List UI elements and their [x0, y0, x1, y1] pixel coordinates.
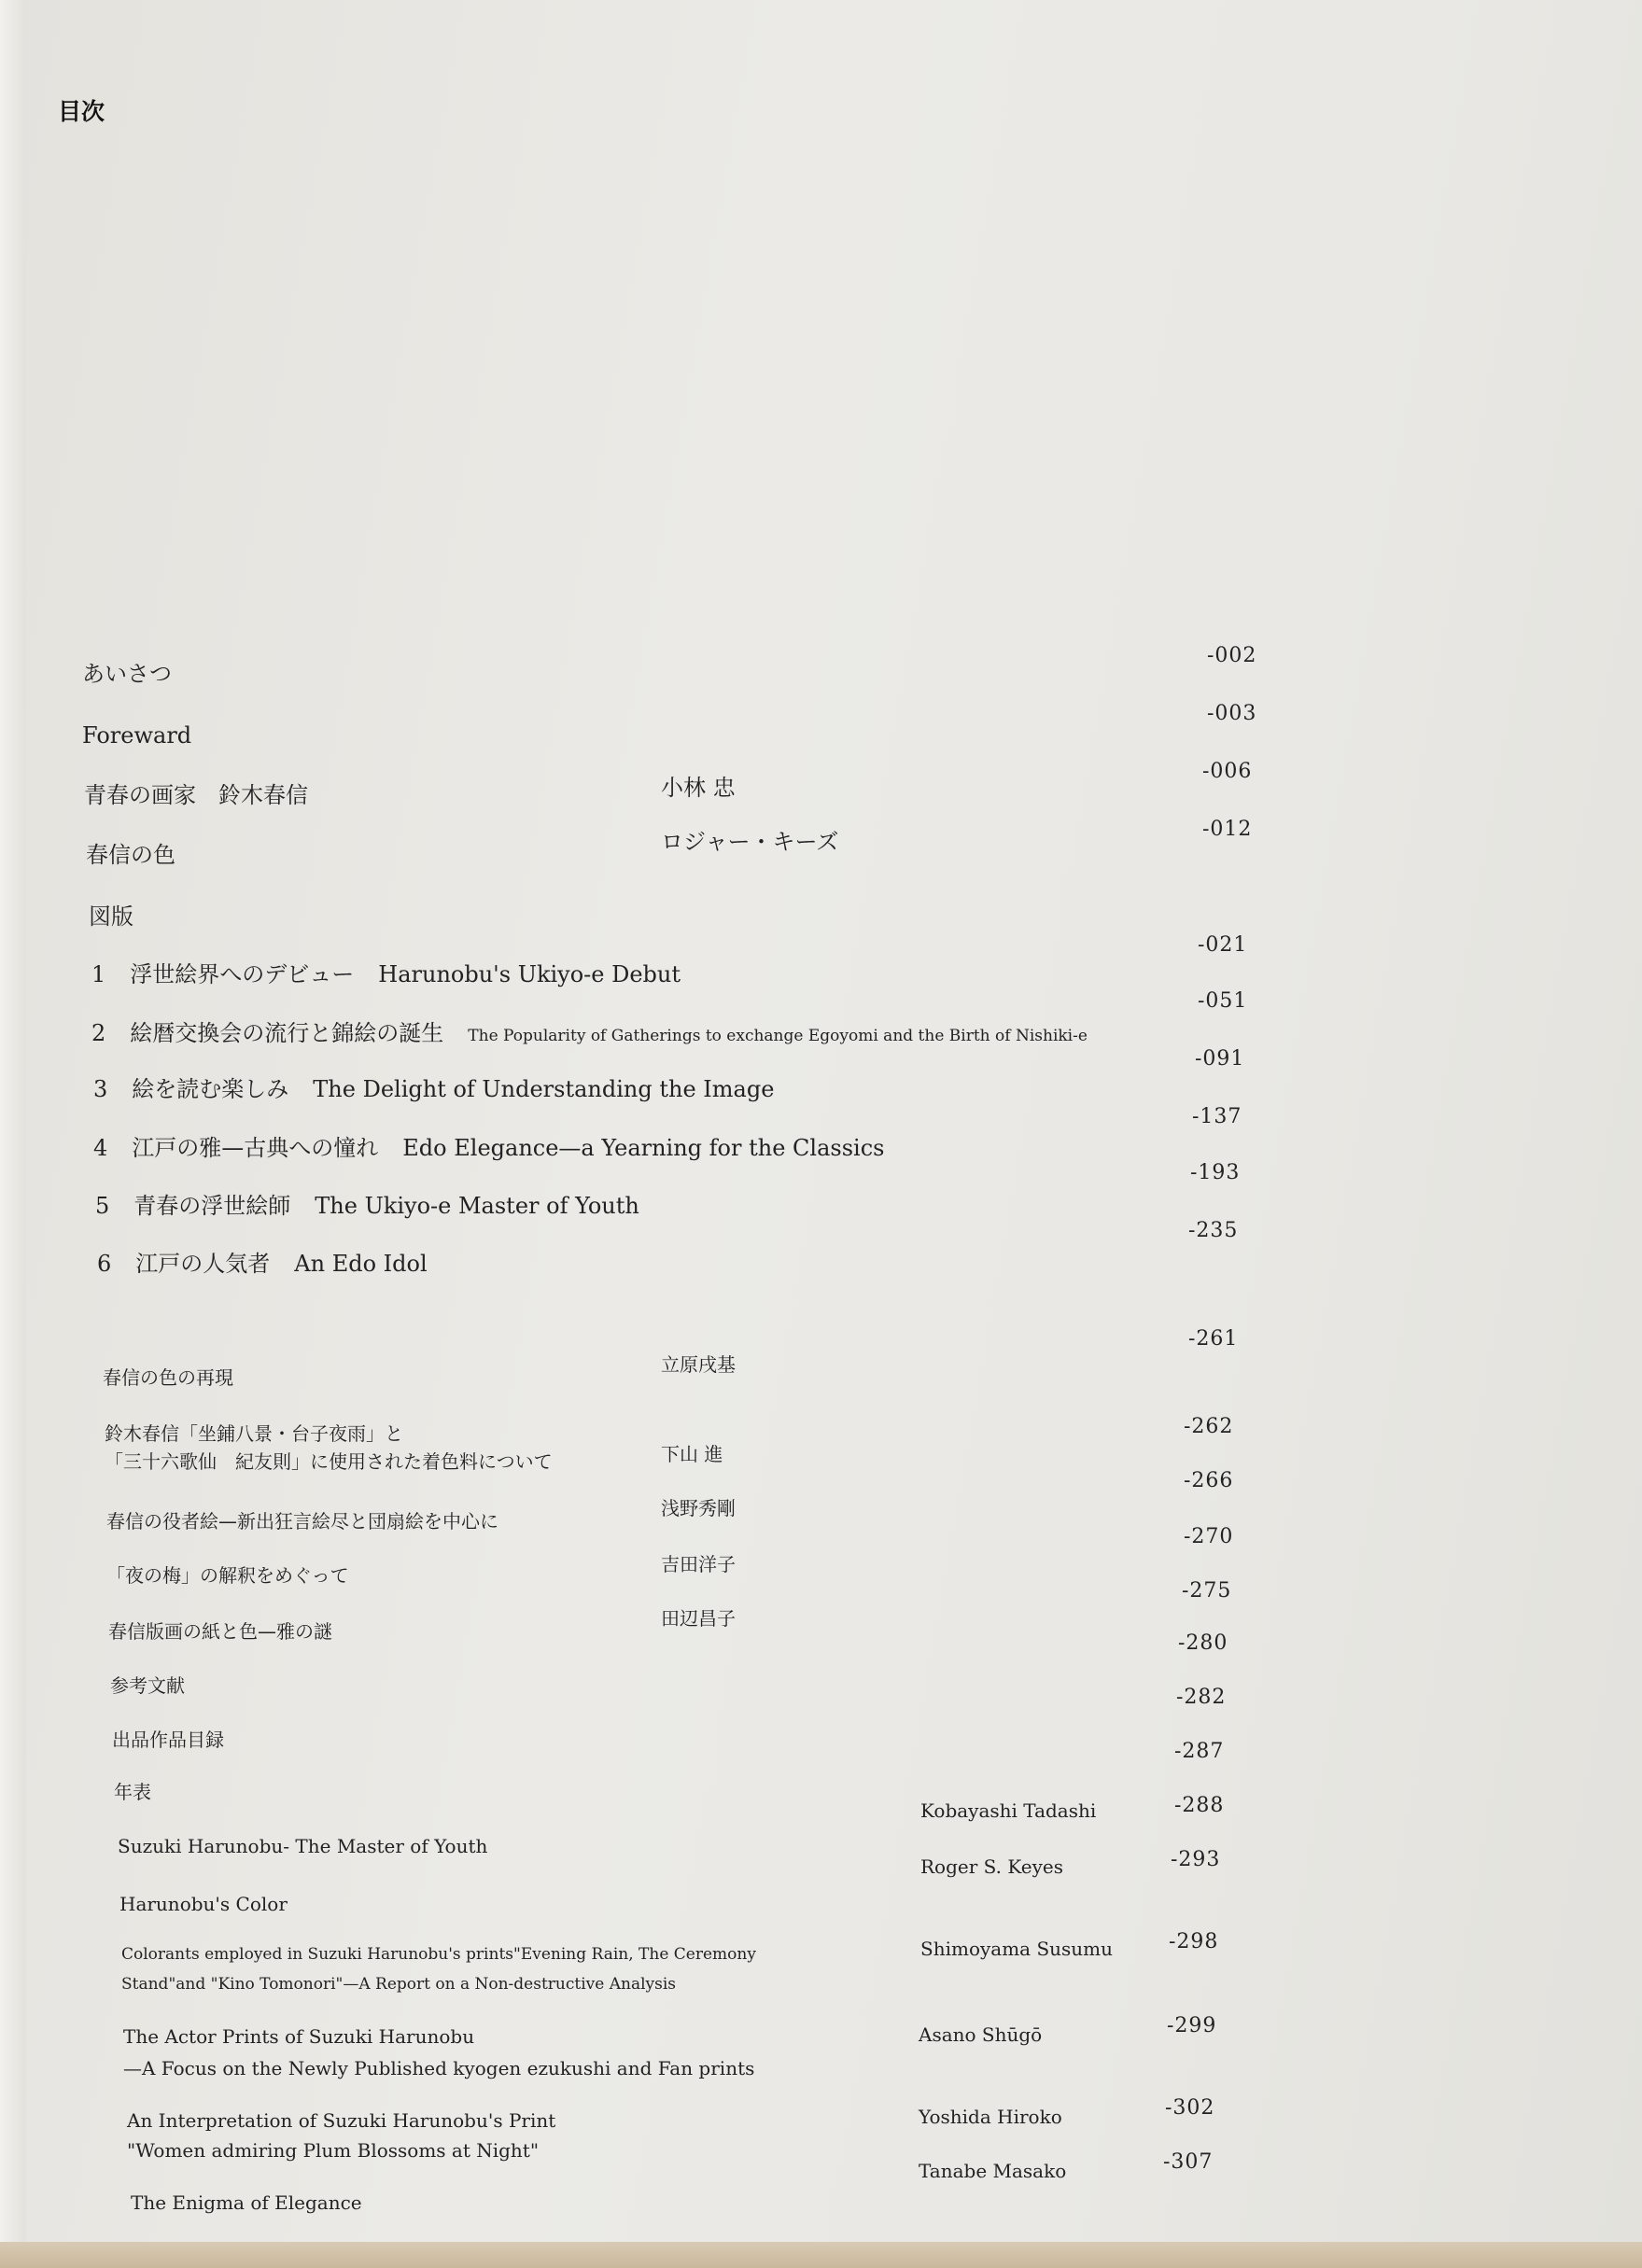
toc-author-s2: 下山 進: [661, 1443, 723, 1465]
plate-title-jp: 青春の浮世絵師: [133, 1193, 291, 1219]
plate-title-en: An Edo Idol: [294, 1251, 428, 1277]
toc-title-s2-line1: 鈴木春信「坐鋪八景・台子夜雨」と: [105, 1422, 403, 1445]
toc-page-plates6: -235: [1188, 1219, 1239, 1242]
toc-title-n4-line2: —A Focus on the Newly Published kyogen ezukushi and Fan prints: [123, 2057, 755, 2079]
toc-plates-row: [93, 1135, 884, 1162]
toc-title-s5: 春信版画の紙と色—雅の謎: [108, 1620, 332, 1643]
toc-author-n6: Tanabe Masako: [919, 2160, 1067, 2182]
toc-page-essay2: -012: [1202, 818, 1253, 841]
toc-title-foreward: Foreward: [82, 722, 192, 749]
toc-title-n1: Suzuki Harunobu- The Master of Youth: [118, 1835, 488, 1857]
toc-author-s4: 吉田洋子: [661, 1553, 736, 1575]
plate-title-en: Harunobu's Ukiyo-e Debut: [378, 961, 681, 987]
plate-number: 6: [97, 1251, 112, 1277]
toc-author-essay1: 小林 忠: [661, 775, 736, 801]
plate-title-jp: 江戸の人気者: [135, 1251, 271, 1277]
toc-title-n5-line2: "Women admiring Plum Blossoms at Night": [127, 2139, 540, 2162]
toc-page-plates2: -051: [1198, 989, 1248, 1013]
toc-title-s3: 春信の役者絵—新出狂言絵尽と団扇絵を中心に: [106, 1510, 498, 1533]
toc-page-s1: -261: [1188, 1327, 1239, 1351]
toc-page-s5: -275: [1182, 1579, 1232, 1603]
toc-page-s6: -280: [1178, 1631, 1228, 1655]
toc-title-n6: The Enigma of Elegance: [131, 2191, 362, 2214]
plate-number: 1: [91, 961, 106, 987]
toc-title-n3-line1: Colorants employed in Suzuki Harunobu's prints"Evening Rain, The Ceremony: [121, 1945, 756, 1964]
plate-number: 4: [93, 1135, 108, 1161]
plate-number: 2: [91, 1020, 106, 1046]
toc-author-essay2: ロジャー・キーズ: [661, 829, 839, 855]
toc-page-n3: -298: [1169, 1930, 1219, 1953]
page-heading: 目次: [58, 98, 105, 125]
toc-title-s2-line2: 「三十六歌仙 紀友則」に使用された着色料について: [105, 1450, 553, 1473]
toc-title-s1: 春信の色の再現: [103, 1366, 233, 1389]
toc-page-n4: -299: [1167, 2014, 1217, 2037]
toc-plates-row: [95, 1193, 639, 1220]
plate-title-en: The Popularity of Gatherings to exchange Egoyomi and the Birth of Nishiki-e: [468, 1027, 1088, 1045]
toc-page-plates3: -091: [1195, 1047, 1245, 1071]
toc-plates-row: [97, 1251, 428, 1278]
plate-title-jp: 浮世絵界へのデビュー: [130, 961, 355, 987]
page-gutter-shade: [0, 0, 26, 2268]
toc-author-n1: Kobayashi Tadashi: [920, 1799, 1097, 1822]
toc-author-n5: Yoshida Hiroko: [919, 2106, 1062, 2128]
toc-page-essay1: -006: [1202, 760, 1253, 783]
toc-author-n4: Asano Shūgō: [919, 2023, 1043, 2046]
toc-author-s1: 立原戌基: [661, 1353, 736, 1376]
plate-number: 5: [95, 1193, 110, 1219]
toc-title-n5-line1: An Interpretation of Suzuki Harunobu's Print: [127, 2109, 556, 2132]
toc-title-s8: 年表: [114, 1781, 151, 1803]
toc-author-n2: Roger S. Keyes: [920, 1855, 1063, 1878]
toc-plates-row: [93, 1076, 774, 1103]
toc-plates-row: [91, 961, 681, 988]
plate-title-jp: 江戸の雅—古典への憧れ: [132, 1135, 379, 1161]
toc-page-s4: -270: [1184, 1525, 1234, 1548]
table-surface-strip: [0, 2242, 1642, 2268]
plate-title-jp: 絵を読む楽しみ: [132, 1076, 289, 1102]
toc-author-n3: Shimoyama Susumu: [920, 1938, 1114, 1960]
toc-title-s6: 参考文献: [110, 1674, 185, 1697]
toc-title-n3-line2: Stand"and "Kino Tomonori"—A Report on a Non-destructive Analysis: [121, 1975, 677, 1994]
toc-page-plates4: -137: [1192, 1105, 1242, 1128]
toc-title-plates: 図版: [89, 903, 133, 930]
toc-title-greeting: あいさつ: [82, 661, 172, 687]
plate-number: 3: [93, 1076, 108, 1102]
toc-page-n6: -307: [1163, 2150, 1214, 2174]
plate-title-jp: 絵暦交換会の流行と錦絵の誕生: [130, 1020, 444, 1046]
toc-page-n1: -288: [1174, 1794, 1225, 1817]
toc-author-s5: 田辺昌子: [661, 1607, 736, 1630]
toc-page-foreward: -003: [1207, 702, 1257, 725]
toc-page-plates1: -021: [1198, 933, 1248, 957]
toc-plates-row: [91, 1020, 1088, 1047]
toc-author-s3: 浅野秀剛: [661, 1497, 736, 1519]
plate-title-en: The Delight of Understanding the Image: [313, 1076, 775, 1102]
toc-title-s7: 出品作品目録: [112, 1729, 224, 1751]
toc-title-essay1: 青春の画家 鈴木春信: [84, 782, 308, 808]
toc-page-n5: -302: [1165, 2096, 1215, 2120]
toc-page-s3: -266: [1184, 1469, 1234, 1492]
plate-title-en: The Ukiyo-e Master of Youth: [315, 1193, 639, 1219]
toc-page-plates5: -193: [1190, 1161, 1241, 1184]
toc-page-s2: -262: [1184, 1415, 1234, 1438]
toc-title-essay2: 春信の色: [86, 842, 175, 868]
toc-page-s7: -282: [1176, 1686, 1227, 1709]
toc-title-s4: 「夜の梅」の解釈をめぐって: [106, 1564, 349, 1587]
toc-page-n2: -293: [1171, 1848, 1221, 1871]
toc-title-n2: Harunobu's Color: [119, 1893, 288, 1915]
plate-title-en: Edo Elegance—a Yearning for the Classics: [402, 1135, 885, 1161]
toc-title-n4-line1: The Actor Prints of Suzuki Harunobu: [123, 2025, 475, 2048]
toc-page-s8: -287: [1174, 1740, 1225, 1763]
toc-page-greeting: -002: [1207, 644, 1257, 667]
